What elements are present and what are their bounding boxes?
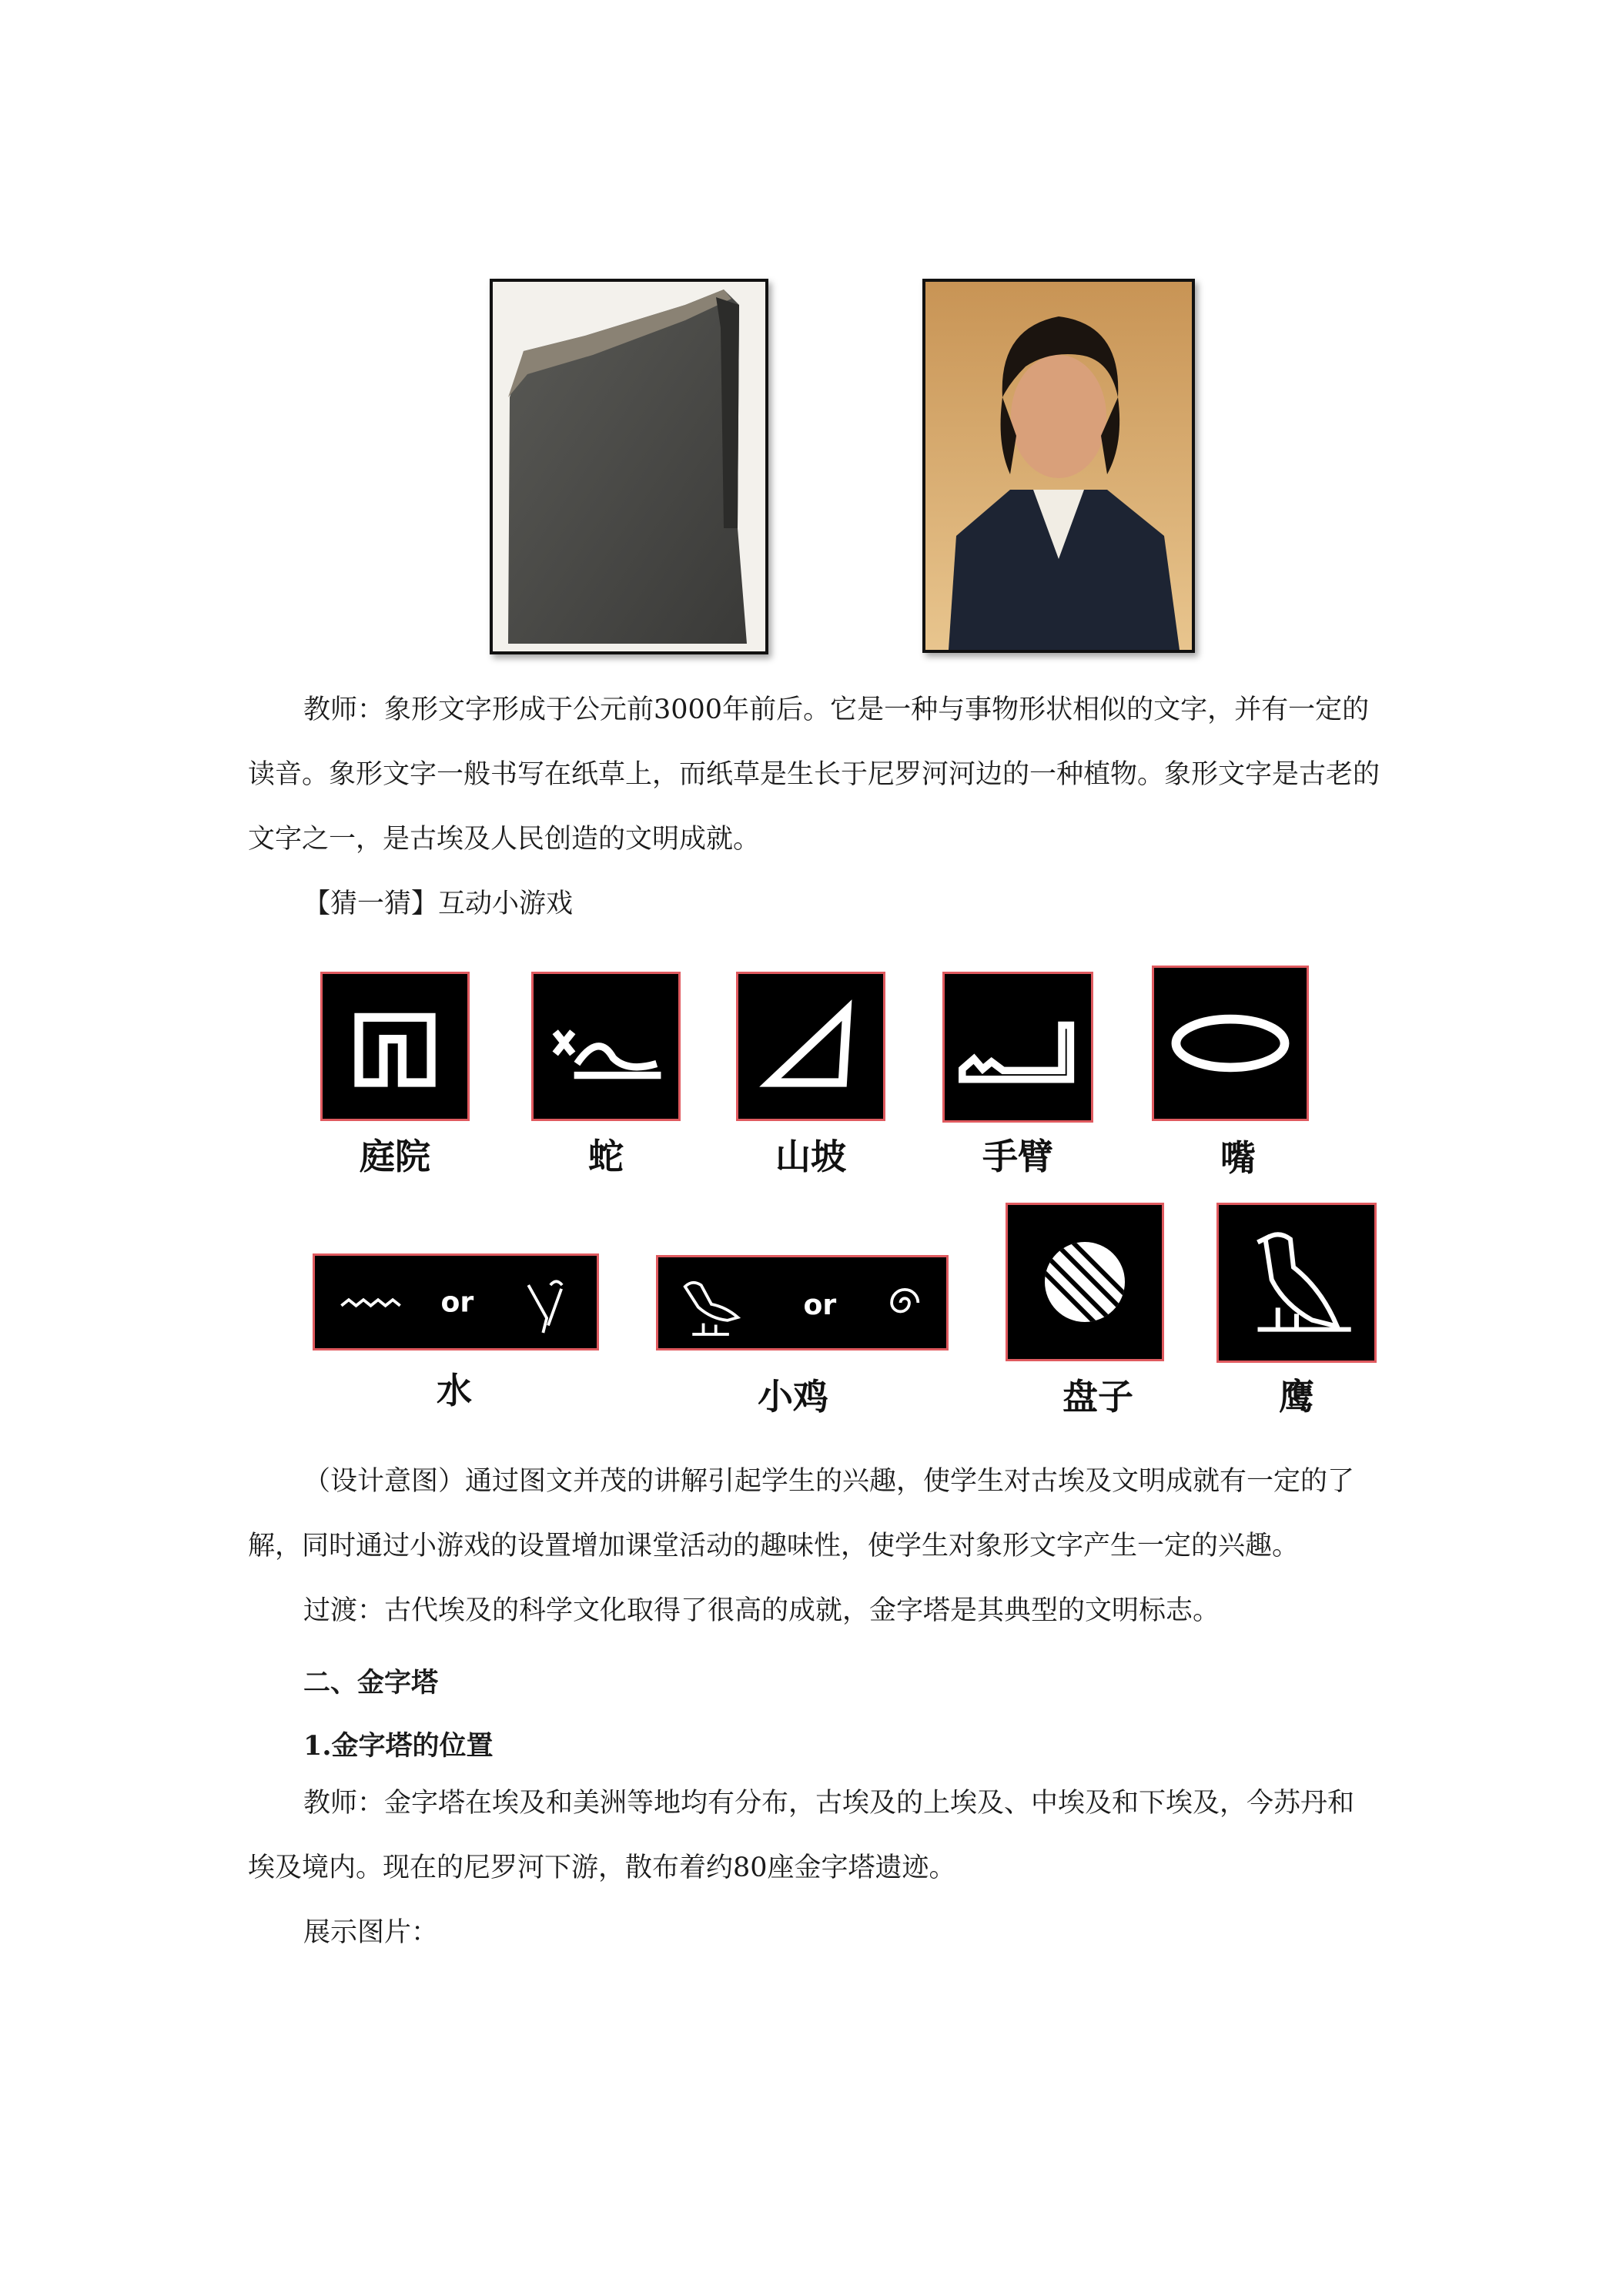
rosetta-stone-photo	[490, 279, 768, 654]
teacher-pyramid-paragraph: 教师：金字塔在埃及和美洲等地均有分布，古埃及的上埃及、中埃及和下埃及，今苏丹和埃及境内。现在的尼罗河下游，散布着约80座金字塔遗迹。	[248, 1788, 1355, 1883]
glyph-snake	[531, 972, 681, 1121]
glyph-eagle	[1216, 1203, 1377, 1363]
portrait-image	[925, 282, 1192, 650]
glyph-arm	[942, 972, 1093, 1123]
transition-paragraph: 过渡：古代埃及的科学文化取得了很高的成就，金字塔是其典型的文明标志。	[303, 1595, 1220, 1626]
caption-water: 水	[437, 1370, 472, 1411]
caption-chick: 小鸡	[758, 1376, 828, 1417]
glyph-water	[313, 1253, 599, 1350]
caption-plate: 盘子	[1062, 1376, 1133, 1417]
show-pictures-label: 展示图片：	[303, 1917, 439, 1948]
guessing-game-title: 【猜一猜】互动小游戏	[303, 889, 574, 919]
rosetta-stone-image	[493, 282, 765, 651]
caption-snake: 蛇	[588, 1136, 624, 1177]
glyph-courtyard	[320, 972, 470, 1121]
glyph-hillside	[736, 972, 885, 1121]
subsection-title: 1.金字塔的位置	[303, 1730, 494, 1762]
glyph-plate	[1006, 1203, 1164, 1361]
caption-courtyard: 庭院	[360, 1136, 430, 1177]
caption-hillside: 山坡	[775, 1136, 846, 1177]
glyph-mouth	[1152, 966, 1309, 1121]
caption-arm: 手臂	[982, 1136, 1053, 1177]
section-title: 二、金字塔	[303, 1667, 439, 1699]
caption-eagle: 鹰	[1279, 1376, 1314, 1417]
or-label: or	[803, 1288, 837, 1322]
champollion-portrait	[922, 279, 1195, 653]
caption-mouth: 嘴	[1220, 1137, 1256, 1179]
design-intent-paragraph: （设计意图）通过图文并茂的讲解引起学生的兴趣，使学生对古埃及文明成就有一定的了解，同时通过小游戏的设置增加课堂活动的趣味性，使学生对象形文字产生一定的兴趣。	[248, 1466, 1355, 1561]
teacher-hieroglyph-paragraph: 教师：象形文字形成于公元前3000年前后。它是一种与事物形状相似的文字，并有一定的读音。象形文字一般书写在纸草上，而纸草是生长于尼罗河河边的一种植物。象形文字是古老的文字之一，是古埃及人民创造的文明成就。	[248, 694, 1380, 855]
or-label: or	[440, 1285, 474, 1319]
glyph-chick	[656, 1255, 949, 1350]
